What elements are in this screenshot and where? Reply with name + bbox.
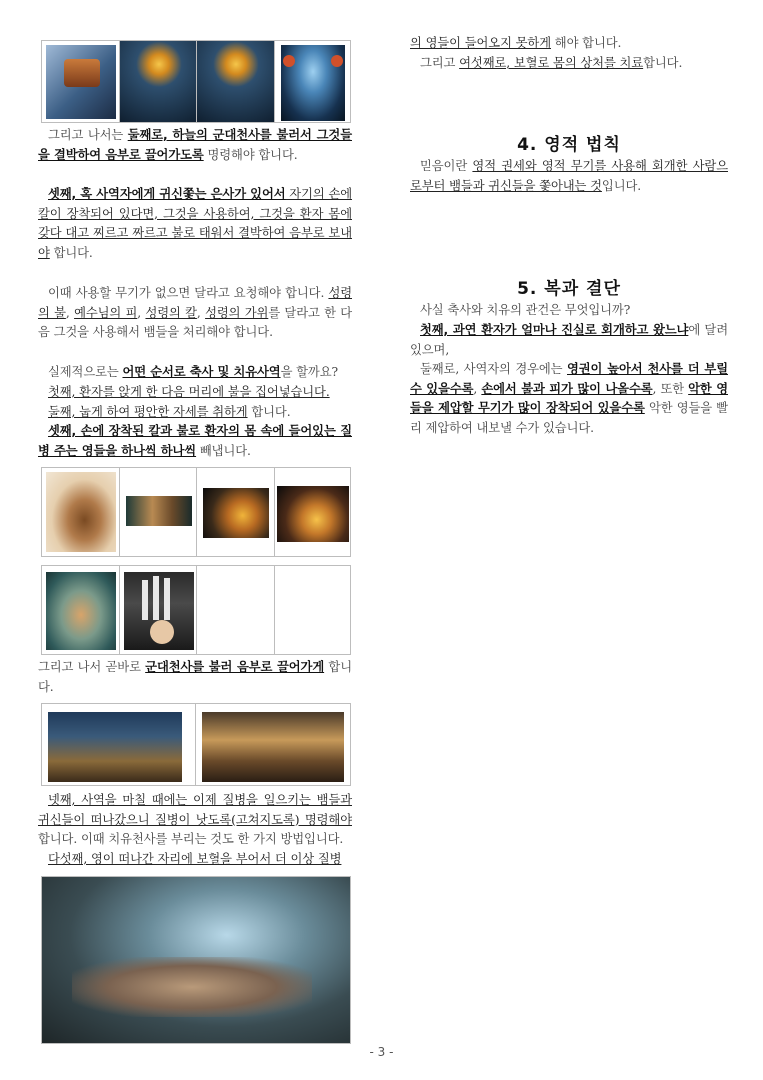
underlined-text: 성령의 불 bbox=[38, 286, 352, 320]
underlined-text: 첫째, 환자를 앉게 한 다음 머리에 불을 집어넣습니다. bbox=[48, 385, 330, 399]
paragraph-step-six bbox=[410, 54, 728, 74]
paragraph-faith bbox=[410, 157, 728, 196]
image-row-3 bbox=[41, 565, 351, 655]
paragraph-third-step bbox=[38, 185, 352, 263]
image-angels-battle-1 bbox=[42, 704, 196, 785]
bold-text: 셋째, 혹 사역자에게 귀신쫓는 은사가 있어서 bbox=[48, 187, 286, 201]
paragraph-order-question bbox=[38, 363, 352, 383]
bold-text: 손에서 불과 피가 많이 나올수록 bbox=[481, 381, 653, 396]
paragraph-step-one bbox=[38, 383, 352, 403]
bold-text: 어떤 순서로 축사 및 치유사역 bbox=[122, 365, 281, 379]
image-empty-cell-1 bbox=[197, 566, 275, 654]
image-healing-hands bbox=[41, 876, 351, 1044]
underlined-text: 둘째, 눕게 하여 평안한 자세를 취하게 bbox=[48, 405, 248, 419]
text: 을 할까요? bbox=[280, 365, 338, 379]
text: 실제적으로는 bbox=[48, 365, 123, 379]
bold-text: 군대천사를 불러 음부로 끌어가게 bbox=[145, 660, 325, 674]
paragraph-weapons bbox=[38, 284, 352, 343]
image-row-1 bbox=[41, 40, 351, 123]
text: 에 달려 있으며, bbox=[410, 323, 728, 357]
paragraph-minister bbox=[410, 360, 728, 438]
bold-text: 영권이 높아서 천사를 더 부릴 수 있을수록 bbox=[410, 362, 728, 396]
image-angels-battle-2 bbox=[196, 704, 350, 785]
underlined-text: 성령의 칼 bbox=[145, 305, 197, 320]
image-golden-figure-1 bbox=[120, 41, 198, 122]
image-chest-fire bbox=[197, 468, 275, 556]
underlined-text: 넷째, 사역을 마칠 때에는 이제 질병을 일으키는 뱀들과 귀신들이 떠나갔으니 질병이 낫도록(고쳐지도록) 명령해야 bbox=[38, 793, 352, 827]
paragraph-army-angels bbox=[38, 658, 352, 697]
section-heading-4: 4. 영적 법칙 bbox=[517, 135, 621, 155]
underlined-text: 자기의 손에 칼이 장착되어 있다면, 그것을 사용하여, 그것을 환자 몸에 갖다 대고 찌르고 짜르고 불로 태워서 결박하여 음부로 보내야 bbox=[38, 187, 353, 260]
underlined-text: 여섯째로, 보혈로 몸의 상처를 치료 bbox=[459, 56, 644, 70]
text: , bbox=[196, 305, 206, 320]
text: 악한 영들을 빨리 제압하여 내보낼 수가 있습니다. bbox=[410, 401, 728, 435]
paragraph-second-step bbox=[38, 126, 352, 165]
paragraph-step-two bbox=[38, 403, 352, 423]
image-blade-fingers bbox=[120, 566, 198, 654]
text: 합니다. 이때 치유천사를 부리는 것도 한 가지 방법입니다. bbox=[38, 832, 344, 847]
text: 이때 사용할 무기가 없으면 달라고 요청해야 합니다. bbox=[48, 286, 329, 300]
image-patient-fire bbox=[275, 468, 351, 556]
page-number: - 3 - bbox=[369, 1045, 394, 1059]
text: 해야 합니다. bbox=[551, 36, 622, 50]
bold-text: 첫째, 과연 환자가 얼마나 진실로 회개하고 왔느냐 bbox=[420, 323, 689, 337]
text: 그리고 나서는 bbox=[48, 128, 128, 142]
underlined-text: 예수님의 피 bbox=[74, 305, 138, 320]
text: 합니다. bbox=[49, 245, 93, 260]
image-row-2 bbox=[41, 467, 351, 557]
image-body-flames bbox=[275, 41, 351, 122]
text: , bbox=[65, 305, 75, 320]
text: , bbox=[473, 381, 482, 396]
text: 합니다. bbox=[38, 660, 352, 694]
underlined-text: 성령의 가위 bbox=[205, 305, 269, 320]
paragraph-repentance bbox=[410, 321, 728, 360]
text: , bbox=[137, 305, 146, 320]
text: 합니다. bbox=[247, 405, 291, 419]
bold-text: 둘째로, 하늘의 군대천사를 불러서 그것들을 결박하여 음부로 끌어가도록 bbox=[38, 128, 352, 162]
text: , 또한 bbox=[652, 381, 689, 396]
text: 를 달라고 한 다음 그것을 사용해서 뱀들을 처리해야 합니다. bbox=[38, 305, 353, 340]
paragraph-step-five bbox=[38, 850, 352, 870]
image-hand-snakes bbox=[120, 468, 198, 556]
text: 명령해야 합니다. bbox=[203, 147, 298, 162]
bold-text: 셋째, 손에 장착된 칼과 불로 환자의 몸 속에 들어있는 질병 주는 영들을 하나씩 하나씩 bbox=[38, 424, 352, 458]
underlined-text: 의 영들이 들어오지 못하게 bbox=[410, 36, 551, 50]
text: 사실 축사와 치유의 관건은 무엇입니까? bbox=[420, 303, 631, 317]
paragraph-step-three bbox=[38, 422, 352, 461]
text: 합니다. bbox=[643, 56, 683, 70]
text: 둘째로, 사역자의 경우에는 bbox=[420, 362, 567, 376]
text: 그리고 나서 곧바로 bbox=[38, 660, 146, 674]
underlined-text: 영적 권세와 영적 무기를 사용해 회개한 사람으로부터 뱀들과 귀신들을 쫓아내는 것 bbox=[410, 159, 728, 193]
image-row-4 bbox=[41, 703, 351, 786]
text: 빼냅니다. bbox=[196, 443, 251, 458]
image-surgery-snakes bbox=[42, 468, 120, 556]
text: 그리고 bbox=[420, 56, 460, 70]
paragraph-continued bbox=[410, 34, 728, 54]
paragraph-key-question bbox=[410, 301, 728, 321]
image-head-cutaway bbox=[42, 41, 120, 122]
text: 입니다. bbox=[601, 178, 642, 193]
image-golden-figure-2 bbox=[197, 41, 275, 122]
bold-text: 악한 영들을 제압할 무기가 많이 장착되어 있을수록 bbox=[410, 381, 728, 416]
paragraph-step-four bbox=[38, 791, 352, 850]
text: 믿음이란 bbox=[420, 159, 473, 173]
image-empty-cell-2 bbox=[275, 566, 351, 654]
section-heading-5: 5. 복과 결단 bbox=[517, 279, 621, 299]
underlined-text: 다섯째, 영이 떠나간 자리에 보혈을 부어서 더 이상 질병 bbox=[48, 852, 342, 866]
image-ribcage-snakes bbox=[42, 566, 120, 654]
